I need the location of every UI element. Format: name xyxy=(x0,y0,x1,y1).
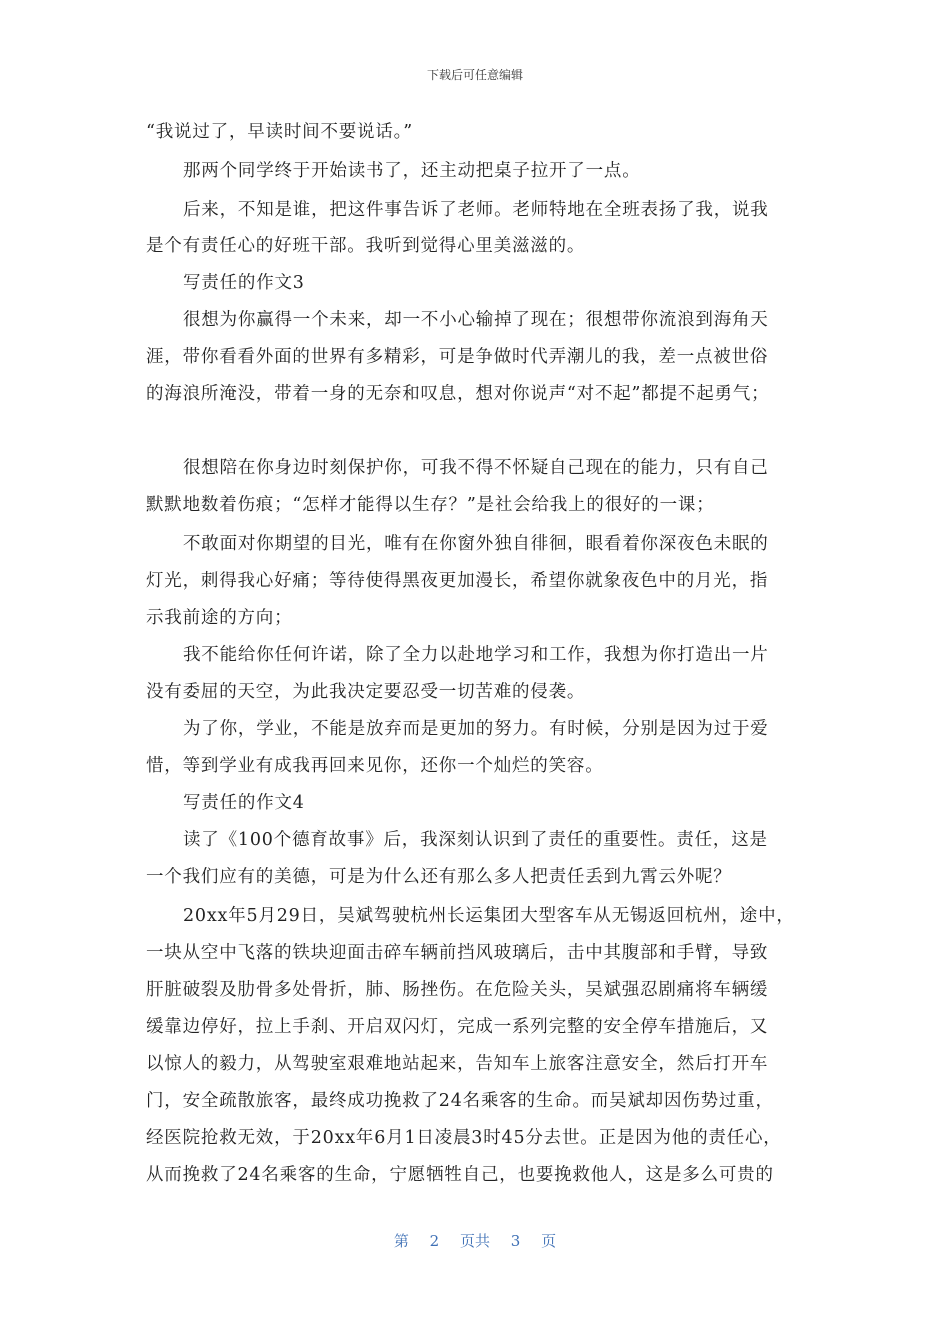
body-line: 是个有责任心的好班干部。我听到觉得心里美滋滋的。 xyxy=(146,236,586,256)
body-line: 从而挽救了24名乘客的生命，宁愿牺牲自己，也要挽救他人，这是多么可贵的 xyxy=(146,1165,774,1185)
body-line: “我说过了，早读时间不要说话。” xyxy=(146,122,413,142)
body-line: 经医院抢救无效，于20xx年6月1日凌晨3时45分去世。正是因为他的责任心， xyxy=(146,1128,782,1148)
body-line: 的海浪所淹没，带着一身的无奈和叹息，想对你说声“对不起”都提不起勇气； xyxy=(146,384,770,404)
body-line: 肝脏破裂及肋骨多处骨折，肺、肠挫伤。在危险关头，吴斌强忍剧痛将车辆缓 xyxy=(146,980,769,1000)
footer-middle: 页共 xyxy=(459,1232,490,1250)
body-line: 不敢面对你期望的目光，唯有在你窗外独自徘徊，眼看着你深夜色未眠的 xyxy=(183,534,769,554)
body-line: 一块从空中飞落的铁块迎面击碎车辆前挡风玻璃后，击中其腹部和手臂，导致 xyxy=(146,943,769,963)
body-line: 我不能给你任何许诺，除了全力以赴地学习和工作，我想为你打造出一片 xyxy=(183,645,769,665)
body-line: 门，安全疏散旅客，最终成功挽救了24名乘客的生命。而吴斌却因伤势过重， xyxy=(146,1091,774,1111)
body-line: 默默地数着伤痕；“怎样才能得以生存？”是社会给我上的很好的一课； xyxy=(146,495,715,515)
body-line: 后来，不知是谁，把这件事告诉了老师。老师特地在全班表扬了我，说我 xyxy=(183,200,769,220)
body-line: 读了《100个德育故事》后，我深刻认识到了责任的重要性。责任，这是 xyxy=(183,830,768,850)
body-line: 示我前途的方向； xyxy=(146,608,293,628)
body-line: 一个我们应有的美德，可是为什么还有那么多人把责任丢到九霄云外呢？ xyxy=(146,867,732,887)
body-line: 涯，带你看看外面的世界有多精彩，可是争做时代弄潮儿的我，差一点被世俗 xyxy=(146,347,769,367)
section-heading: 写责任的作文3 xyxy=(183,273,305,293)
body-line: 灯光，刺得我心好痛；等待使得黑夜更加漫长，希望你就象夜色中的月光，指 xyxy=(146,571,769,591)
body-line: 很想为你赢得一个未来，却一不小心输掉了现在；很想带你流浪到海角天 xyxy=(183,310,769,330)
footer-current-page: 2 xyxy=(429,1232,440,1250)
body-line: 那两个同学终于开始读书了，还主动把桌子拉开了一点。 xyxy=(183,161,641,181)
section-heading: 写责任的作文4 xyxy=(183,793,305,813)
footer-prefix: 第 xyxy=(393,1232,409,1250)
body-line: 很想陪在你身边时刻保护你，可我不得不怀疑自己现在的能力，只有自己 xyxy=(183,458,769,478)
body-line: 惜，等到学业有成我再回来见你，还你一个灿烂的笑容。 xyxy=(146,756,604,776)
page-header: 下载后可任意编辑 xyxy=(426,68,523,82)
body-line: 缓靠边停好，拉上手刹、开启双闪灯，完成一系列完整的安全停车措施后，又 xyxy=(146,1017,769,1037)
body-line: 以惊人的毅力，从驾驶室艰难地站起来，告知车上旅客注意安全，然后打开车 xyxy=(146,1054,769,1074)
page-footer xyxy=(0,1230,950,1251)
body-line: 为了你，学业，不能是放弃而是更加的努力。有时候，分别是因为过于爱 xyxy=(183,719,769,739)
footer-total-pages: 3 xyxy=(510,1232,521,1250)
footer-suffix: 页 xyxy=(541,1232,557,1250)
body-line: 20xx年5月29日，吴斌驾驶杭州长运集团大型客车从无锡返回杭州，途中， xyxy=(183,906,795,926)
body-line: 没有委屈的天空，为此我决定要忍受一切苦难的侵袭。 xyxy=(146,682,586,702)
